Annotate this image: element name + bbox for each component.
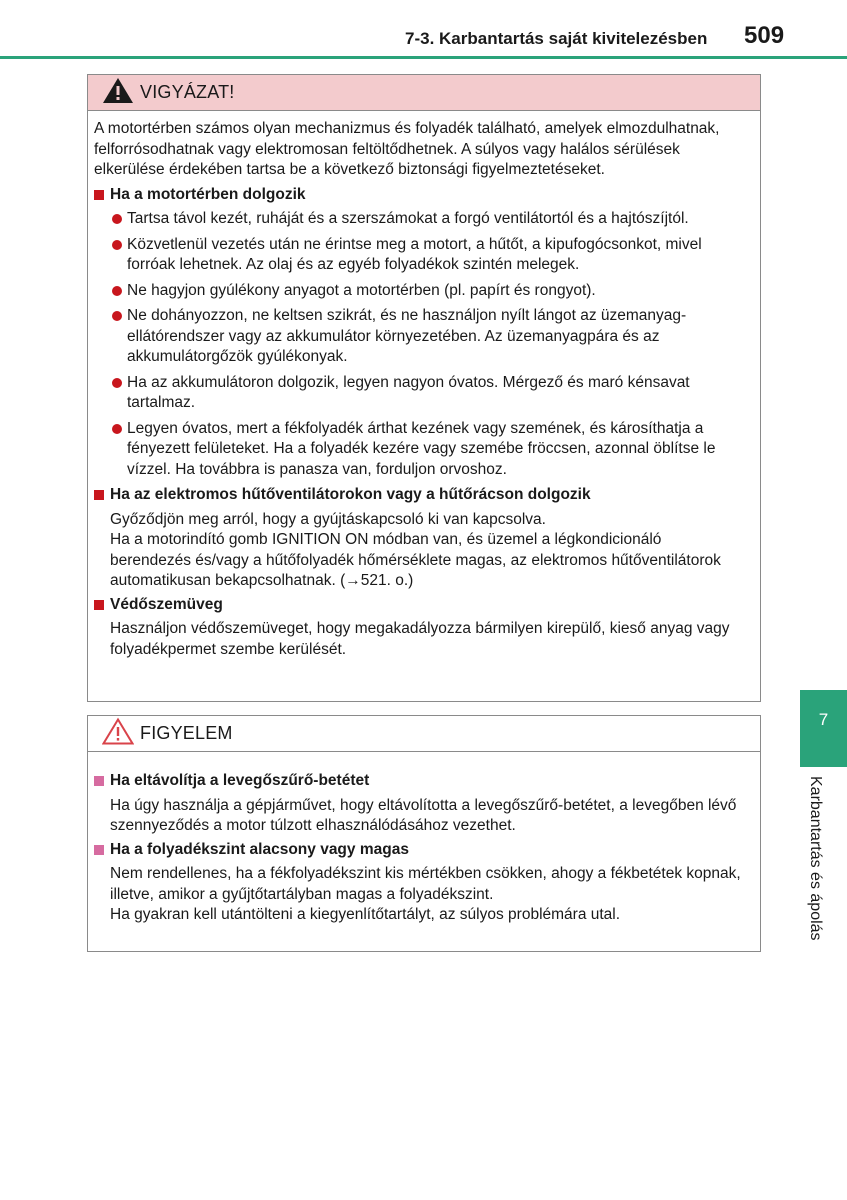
caution-box bbox=[87, 74, 761, 702]
notice-header bbox=[88, 716, 760, 752]
section-title-text: Védőszemüveg bbox=[110, 595, 223, 613]
list-item bbox=[112, 209, 746, 230]
red-bullet-icon bbox=[112, 240, 122, 250]
pink-square-icon bbox=[94, 776, 104, 786]
section-text: Ha úgy használja a gépjárművet, hogy eltávolította a levegőszűrő-betétet, a levegőben lévő szennyeződés a motor túlzott elhasználódásához vezethet. bbox=[110, 796, 737, 834]
list-item bbox=[112, 306, 746, 368]
list-item-text: Tartsa távol kezét, ruháját és a szerszámokat a forgó ventilátortól és a hajtószíjtól. bbox=[127, 210, 689, 227]
caution-label: VIGYÁZAT! bbox=[140, 82, 235, 102]
notice-label: FIGYELEM bbox=[140, 723, 233, 743]
red-square-icon bbox=[94, 490, 104, 500]
list-item-text: Ha az akkumulátoron dolgozik, legyen nagyon óvatos. Mérgező és maró kénsavat tartalmaz. bbox=[127, 373, 690, 411]
warning-triangle-icon bbox=[102, 76, 134, 109]
section-title-text: Ha a motortérben dolgozik bbox=[110, 185, 306, 203]
red-square-icon bbox=[94, 600, 104, 610]
list-item-text: Ne dohányozzon, ne keltsen szikrát, és ne használjon nyílt lángot az üzemanyag-ellátórendszer vagy az akkumulátor környezetében. Az üzemanyagpára és az akkumulátorgőzök gyúlékonyak. bbox=[127, 307, 687, 365]
warning-triangle-outline-icon bbox=[102, 717, 134, 750]
red-square-icon bbox=[94, 190, 104, 200]
section-title-text: Ha a folyadékszint alacsony vagy magas bbox=[110, 840, 409, 858]
list-item bbox=[112, 281, 746, 302]
section-text: Győződjön meg arról, hogy a gyújtáskapcsoló ki van kapcsolva. bbox=[110, 510, 546, 528]
header-rule bbox=[0, 56, 847, 59]
section-title bbox=[94, 771, 746, 792]
chapter-number: 7 bbox=[818, 710, 829, 729]
section-title-text: Ha az elektromos hűtőventilátorokon vagy a hűtőrácson dolgozik bbox=[110, 486, 591, 503]
section-text: Nem rendellenes, ha a fékfolyadékszint kis mértékben csökken, ahogy a fékbetétek kopnak, illetve, amikor a gyűjtőtartályban magas a folyadékszint. bbox=[110, 865, 741, 903]
red-bullet-icon bbox=[112, 378, 122, 388]
section-text: Ha a motorindító gomb IGNITION ON módban van, és üzemel a légkondicionáló berendezés és/vagy a hűtőfolyadék hőmérséklete magas, az elektromos hűtőventilátorok automatikusan bekapcsolhatnak. (→521. o.) bbox=[110, 531, 721, 589]
section-title bbox=[94, 840, 746, 861]
section-title-text: Ha eltávolítja a levegőszűrő-betétet bbox=[110, 772, 370, 789]
section-body bbox=[110, 619, 746, 660]
caution-intro: A motortérben számos olyan mechanizmus és folyadék található, amelyek elmozdulhatnak, felforrósodhatnak vagy elektromosan feltöltődhetnek. A súlyos vagy halálos sérülések elkerülése érdekében tartsa be a következő biztonsági figyelmeztetéseket. bbox=[94, 120, 720, 178]
list-item bbox=[112, 373, 746, 414]
red-bullet-icon bbox=[112, 286, 122, 296]
chapter-side-label: Karbantartás és ápolás bbox=[807, 776, 824, 941]
list-item-text: Ne hagyjon gyúlékony anyagot a motortérben (pl. papírt és rongyot). bbox=[127, 281, 596, 299]
section-title bbox=[94, 595, 746, 616]
section-body bbox=[110, 510, 746, 592]
list-item bbox=[112, 419, 746, 481]
notice-box bbox=[87, 715, 761, 952]
caution-body bbox=[88, 111, 760, 660]
caution-header bbox=[88, 75, 760, 111]
list-item-text: Legyen óvatos, mert a fékfolyadék árthat kezének vagy szemének, és károsíthatja a fényezett felületeket. Ha a folyadék kezére vagy szemébe fröccsen, azonnal öblítse le vízzel. Ha továbbra is panasza van, forduljon orvoshoz. bbox=[127, 419, 716, 478]
section-text: Ha gyakran kell utántölteni a kiegyenlítőtartályt, az súlyos problémára utal. bbox=[110, 906, 621, 923]
section-text: Használjon védőszemüveget, hogy megakadályozza bármilyen kirepülő, kieső anyag vagy folyadékpermet szembe kerülését. bbox=[110, 620, 730, 658]
red-bullet-icon bbox=[112, 214, 122, 224]
list-item bbox=[112, 235, 746, 276]
section-body bbox=[110, 864, 746, 926]
red-bullet-icon bbox=[112, 311, 122, 321]
section-title bbox=[94, 185, 746, 206]
header-title: 7-3. Karbantartás saját kivitelezésben bbox=[405, 29, 708, 48]
section-title bbox=[94, 485, 746, 506]
section-body bbox=[110, 796, 746, 837]
pink-square-icon bbox=[94, 845, 104, 855]
list-item-text: Közvetlenül vezetés után ne érintse meg a motort, a hűtőt, a kipufogócsonkot, mivel forróak lehetnek. Az olaj és az egyéb folyadékok szintén melegek. bbox=[127, 235, 702, 273]
notice-body bbox=[88, 752, 760, 926]
page-number: 509 bbox=[744, 22, 785, 49]
chapter-tab bbox=[800, 690, 847, 767]
red-bullet-icon bbox=[112, 424, 122, 434]
